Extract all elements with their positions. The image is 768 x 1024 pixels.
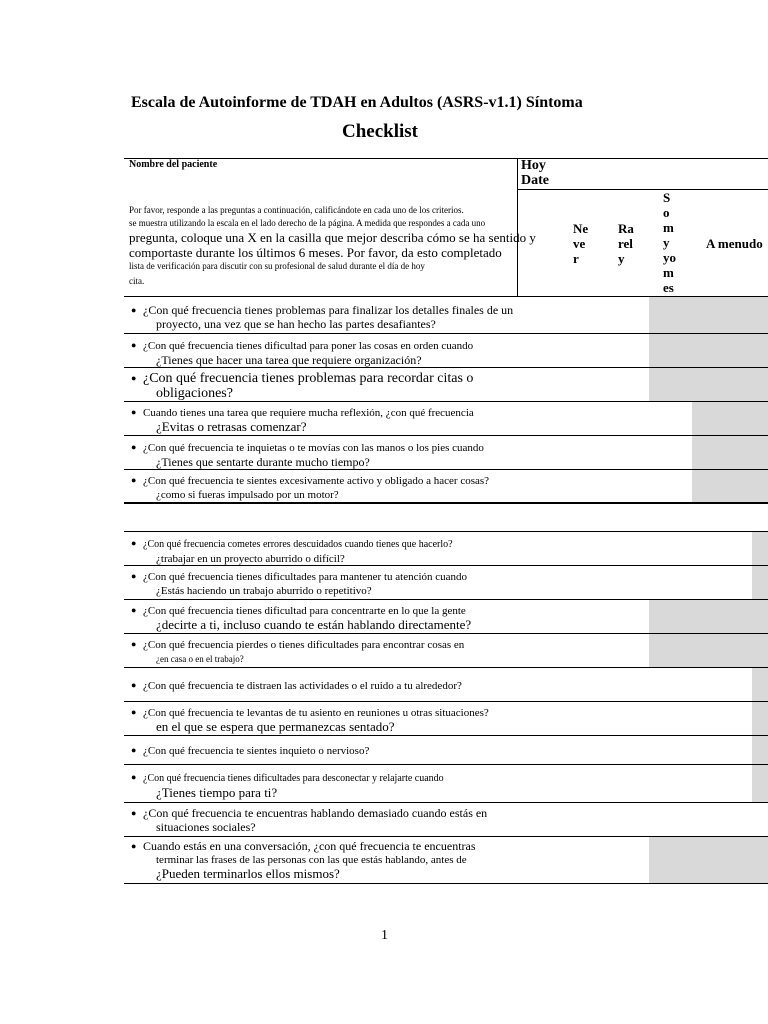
row-border <box>124 633 768 634</box>
question-a2: ● ¿Con qué frecuencia tienes dificultad para poner las cosas en orden cuando ¿Tienes que hacer una tarea que requiere organización? <box>131 340 474 367</box>
row-border <box>124 836 768 837</box>
date-label-hoy: Hoy <box>521 158 546 173</box>
column-header-sometimes: S o m y yo m es <box>663 190 676 295</box>
date-label-date: Date <box>521 173 549 188</box>
instructions <box>129 204 536 288</box>
question-b9: ● ¿Con qué frecuencia te encuentras hablando demasiado cuando estás en situaciones sociales? <box>131 806 488 834</box>
row-border <box>124 701 768 702</box>
question-b10: ● Cuando estás en una conversación, ¿con qué frecuencia te encuentras terminar las frases de las personas con las que estás hablando, antes de ¿Pueden terminarlos ellos mismos? <box>131 839 476 881</box>
question-a6: ● ¿Con qué frecuencia te sientes excesivamente activo y obligado a hacer cosas? ¿como si fueras impulsado por un motor? <box>131 475 490 501</box>
row-border <box>124 735 768 736</box>
instruction-line: cita. <box>129 276 145 286</box>
document-subtitle: Checklist <box>342 121 418 142</box>
question-a1: ● ¿Con qué frecuencia tienes problemas para finalizar los detalles finales de un proyecto, una vez que se han hecho las partes desafiantes? <box>131 303 514 331</box>
column-header-never: Ne ve r <box>573 221 589 266</box>
instruction-line: Por favor, responde a las preguntas a continuación, calificándote en cada uno de los criterios. <box>129 205 464 215</box>
document-title: Escala de Autoinforme de TDAH en Adultos (ASRS-v1.1) Síntoma <box>131 94 583 111</box>
table-top-border <box>124 158 768 159</box>
row-border <box>124 802 768 803</box>
row-border <box>124 667 768 668</box>
shaded-cells-b7 <box>752 735 768 803</box>
date-field[interactable] <box>521 158 549 188</box>
question-a5: ● ¿Con qué frecuencia te inquietas o te movías con las manos o los pies cuando ¿Tienes que sentarte durante mucho tiempo? <box>131 442 484 469</box>
shaded-cells-part-a-bottom <box>692 402 768 502</box>
question-b7: ● ¿Con qué frecuencia te sientes inquieto o nervioso? <box>131 745 370 757</box>
row-border <box>124 401 768 402</box>
instruction-line: se muestra utilizando la escala en el lado derecho de la página. A medida que respondes a cada uno <box>129 218 486 228</box>
question-a3: ● ¿Con qué frecuencia tienes problemas para recordar citas o obligaciones? <box>131 371 474 401</box>
part-a-bottom-border <box>124 502 768 504</box>
date-row-border <box>518 189 768 190</box>
table-bottom-border <box>124 883 768 884</box>
question-b1: ● ¿Con qué frecuencia cometes errores descuidados cuando tienes que hacerlo? ¿trabajar en un proyecto aburrido o difícil? <box>131 538 453 565</box>
row-border <box>124 333 768 334</box>
column-header-often: A menudo <box>706 236 763 251</box>
question-b5: ● ¿Con qué frecuencia te distraen las actividades o el ruido a tu alrededor? <box>131 680 462 692</box>
question-b6: ● ¿Con qué frecuencia te levantas de tu asiento en reuniones u otras situaciones? en el que se espera que permanezcas sentado? <box>131 707 489 734</box>
shaded-cells-part-a-top <box>649 297 768 401</box>
question-a4: ● Cuando tienes una tarea que requiere mucha reflexión, ¿con qué frecuencia ¿Evitas o retrasas comenzar? <box>131 407 474 434</box>
page-number: 1 <box>381 928 388 943</box>
part-b-top-border <box>124 531 768 532</box>
instruction-line: comportaste durante los últimos 6 meses. Por favor, da esto completado <box>129 245 502 260</box>
instruction-line: pregunta, coloque una X en la casilla que mejor describa cómo se ha sentido y <box>129 230 536 245</box>
row-border <box>124 469 768 470</box>
question-b2: ● ¿Con qué frecuencia tienes dificultades para mantener tu atención cuando ¿Estás haciendo un trabajo aburrido o repetitivo? <box>131 571 468 597</box>
question-b8: ● ¿Con qué frecuencia tienes dificultades para desconectar y relajarte cuando ¿Tienes tiempo para ti? <box>131 772 444 800</box>
instruction-line: lista de verificación para discutir con su profesional de salud durante el día de hoy <box>129 261 425 271</box>
shaded-cells-b10 <box>649 837 768 883</box>
question-b4: ● ¿Con qué frecuencia pierdes o tienes dificultades para encontrar cosas en ¿en casa o en el trabajo? <box>131 639 465 664</box>
row-border <box>124 367 768 368</box>
row-border <box>124 599 768 600</box>
row-border <box>124 435 768 436</box>
row-border <box>124 764 768 765</box>
patient-name-field[interactable]: Nombre del paciente <box>129 159 218 170</box>
question-b3: ● ¿Con qué frecuencia tienes dificultad para concentrarte en lo que la gente ¿decirte a ti, incluso cuando te están hablando directamente? <box>131 605 472 632</box>
column-header-rarely: Ra rel y <box>618 221 634 266</box>
